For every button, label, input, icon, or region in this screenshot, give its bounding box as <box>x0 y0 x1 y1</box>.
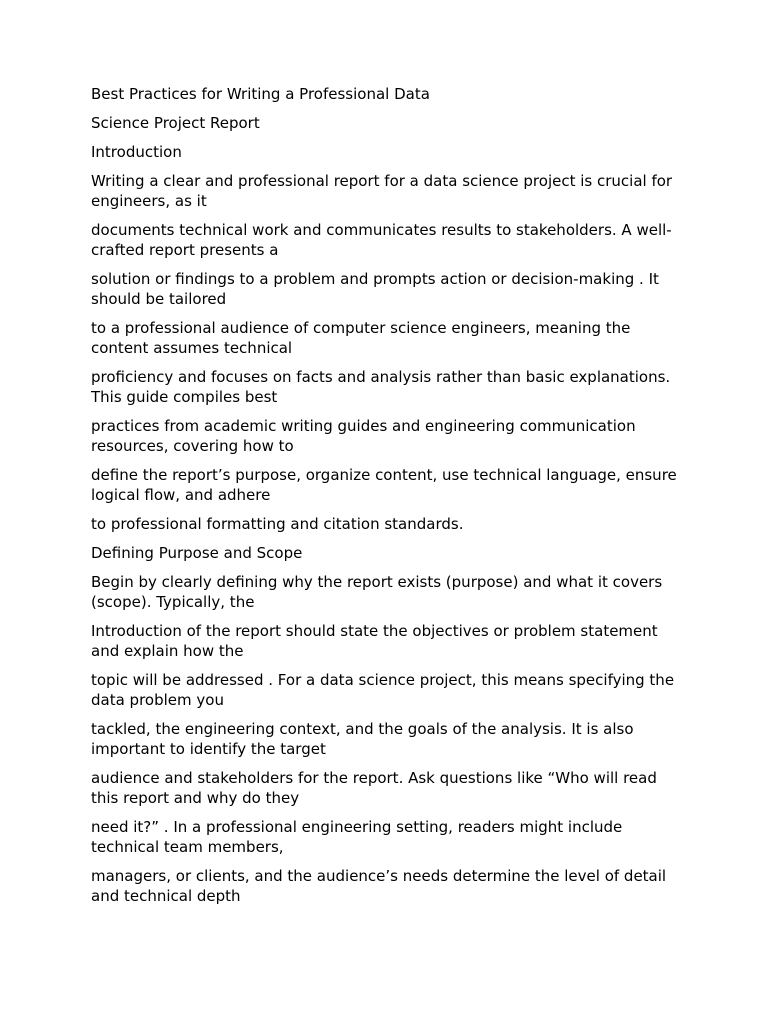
paragraph-line: audience and stakeholders for the report. Ask questions like “Who will read this report and why do they <box>91 769 657 807</box>
paragraph-line: tackled, the engineering context, and the goals of the analysis. It is also important to identify the target <box>91 720 634 758</box>
paragraph-line: managers, or clients, and the audience’s needs determine the level of detail and technical depth <box>91 867 667 905</box>
paragraph-line: need it?” . In a professional engineering setting, readers might include technical team members, <box>91 818 623 856</box>
paragraph-line: Writing a clear and professional report for a data science project is crucial for engineers, as it <box>91 172 673 210</box>
doc-title-line-2: Science Project Report <box>91 114 260 132</box>
section-heading-introduction: Introduction <box>91 143 182 161</box>
paragraph-line: Introduction of the report should state the objectives or problem statement and explain how the <box>91 622 658 660</box>
paragraph-line: topic will be addressed . For a data science project, this means specifying the data problem you <box>91 671 675 709</box>
paragraph-line: documents technical work and communicates results to stakeholders. A well-crafted report presents a <box>91 221 672 259</box>
paragraph-line: Begin by clearly defining why the report exists (purpose) and what it covers (scope). Typically, the <box>91 573 663 611</box>
paragraph-line: proficiency and focuses on facts and analysis rather than basic explanations. This guide compiles best <box>91 368 671 406</box>
doc-title-line-1: Best Practices for Writing a Professional Data <box>91 85 430 103</box>
paragraph-line: to professional formatting and citation standards. <box>91 515 464 533</box>
paragraph-line: practices from academic writing guides and engineering communication resources, covering how to <box>91 417 636 455</box>
paragraph-line: to a professional audience of computer science engineers, meaning the content assumes technical <box>91 319 631 357</box>
section-heading-purpose-scope: Defining Purpose and Scope <box>91 544 303 562</box>
document-body <box>91 84 686 915</box>
paragraph-line: solution or findings to a problem and prompts action or decision-making . It should be tailored <box>91 270 659 308</box>
paragraph-line: define the report’s purpose, organize content, use technical language, ensure logical flow, and adhere <box>91 466 677 504</box>
